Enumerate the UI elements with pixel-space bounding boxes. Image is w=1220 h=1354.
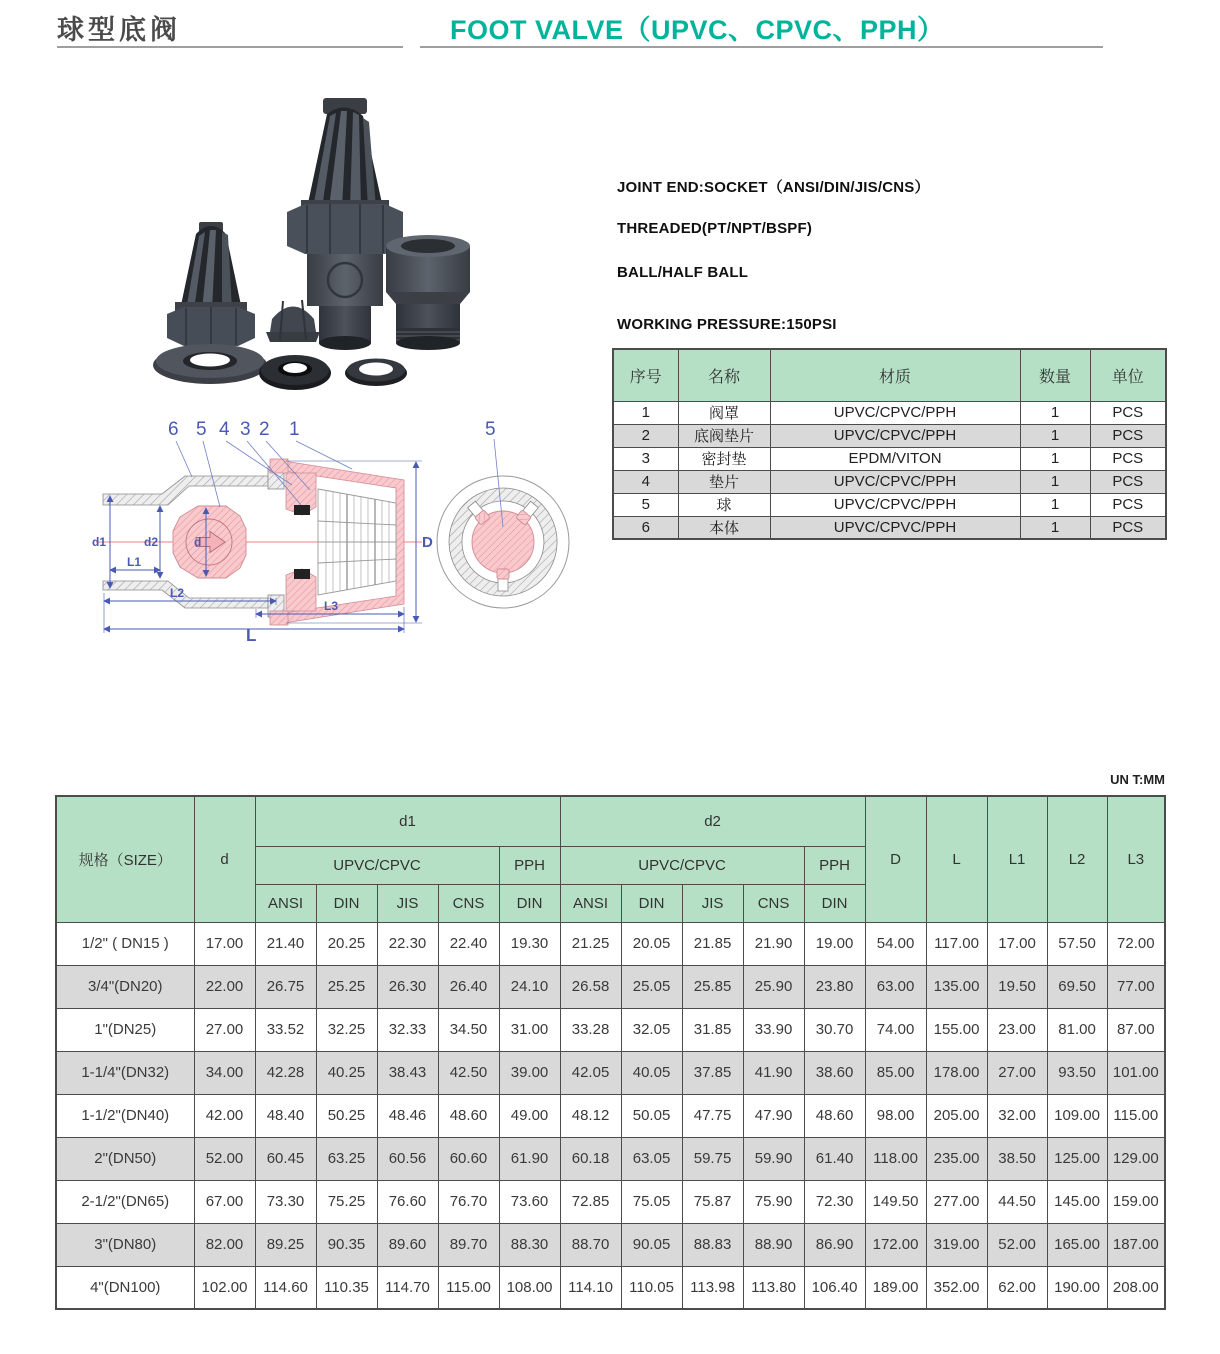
table-row [613, 493, 1166, 516]
dimension-cell: 73.30 [255, 1180, 316, 1223]
table-row [613, 447, 1166, 470]
parts-cell: 球 [678, 493, 770, 516]
unit-note: UN T:MM [1110, 772, 1165, 787]
dimension-cell: 115.00 [1107, 1094, 1165, 1137]
dimension-cell: 114.70 [377, 1266, 438, 1309]
dim-header-std: CNS [438, 884, 499, 922]
dimension-cell: 155.00 [926, 1008, 987, 1051]
dimension-cell: 145.00 [1047, 1180, 1107, 1223]
dim-label-d: d [194, 535, 202, 549]
dim-header-std: JIS [377, 884, 438, 922]
dimension-cell: 76.60 [377, 1180, 438, 1223]
dimension-cell: 114.60 [255, 1266, 316, 1309]
dimension-cell: 48.40 [255, 1094, 316, 1137]
table-row [56, 1051, 1165, 1094]
dimension-cell: 113.98 [682, 1266, 743, 1309]
dimension-cell: 101.00 [1107, 1051, 1165, 1094]
dimension-cell: 25.25 [316, 965, 377, 1008]
parts-cell: 1 [1020, 401, 1090, 424]
dimension-cell: 50.05 [621, 1094, 682, 1137]
dimension-cell: 33.52 [255, 1008, 316, 1051]
parts-cell: EPDM/VITON [770, 447, 1020, 470]
dimension-cell: 23.00 [987, 1008, 1047, 1051]
parts-header-unit: 单位 [1090, 349, 1166, 401]
dimension-cell: 21.40 [255, 922, 316, 965]
parts-cell: 5 [613, 493, 678, 516]
dimension-cell: 26.75 [255, 965, 316, 1008]
dimension-cell: 42.05 [560, 1051, 621, 1094]
dimension-cell: 19.00 [804, 922, 865, 965]
dimension-cell: 48.60 [438, 1094, 499, 1137]
dimension-cell: 63.25 [316, 1137, 377, 1180]
dim-header-std: ANSI [560, 884, 621, 922]
drawing-ball [173, 506, 246, 578]
dimension-cell: 40.05 [621, 1051, 682, 1094]
dimension-cell: 110.35 [316, 1266, 377, 1309]
dimension-cell: 77.00 [1107, 965, 1165, 1008]
dimension-cell: 109.00 [1047, 1094, 1107, 1137]
dimension-cell: 38.50 [987, 1137, 1047, 1180]
dimension-cell: 21.85 [682, 922, 743, 965]
dimension-cell: 75.90 [743, 1180, 804, 1223]
dim-header-row-1 [56, 796, 1165, 846]
parts-header-no: 序号 [613, 349, 678, 401]
dim-header-pph-1: PPH [499, 846, 560, 884]
parts-cell: PCS [1090, 401, 1166, 424]
table-row [56, 1137, 1165, 1180]
dim-header-std: DIN [804, 884, 865, 922]
dimension-cell: 41.90 [743, 1051, 804, 1094]
dimension-cell: 108.00 [499, 1266, 560, 1309]
dimension-cell: 67.00 [194, 1180, 255, 1223]
dimension-cell: 26.58 [560, 965, 621, 1008]
dimension-cell: 21.25 [560, 922, 621, 965]
dimension-cell: 54.00 [865, 922, 926, 965]
dimension-cell: 31.00 [499, 1008, 560, 1051]
dimension-cell: 352.00 [926, 1266, 987, 1309]
parts-table-body [613, 401, 1166, 539]
spec-threaded: THREADED(PT/NPT/BSPF) [617, 220, 813, 237]
photo-cap [266, 300, 320, 342]
dimension-cell: 72.30 [804, 1180, 865, 1223]
dimension-cell: 22.40 [438, 922, 499, 965]
dimension-cell: 1"(DN25) [56, 1008, 194, 1051]
dimension-cell: 118.00 [865, 1137, 926, 1180]
parts-cell: PCS [1090, 516, 1166, 539]
product-photo [80, 88, 560, 398]
table-row [56, 965, 1165, 1008]
dimension-cell: 89.25 [255, 1223, 316, 1266]
dim-label-L1: L1 [127, 555, 142, 569]
dimension-cell: 25.90 [743, 965, 804, 1008]
dimension-cell: 75.05 [621, 1180, 682, 1223]
dim-header-std: CNS [743, 884, 804, 922]
dimension-cell: 1/2" ( DN15 ) [56, 922, 194, 965]
dimension-cell: 1-1/2"(DN40) [56, 1094, 194, 1137]
dim-header-std: JIS [682, 884, 743, 922]
dimension-cell: 48.12 [560, 1094, 621, 1137]
table-row [613, 424, 1166, 447]
dimension-cell: 25.85 [682, 965, 743, 1008]
dimension-cell: 106.40 [804, 1266, 865, 1309]
dim-header-L: L [926, 796, 987, 922]
dimension-cell: 42.28 [255, 1051, 316, 1094]
dim-header-upvc-cpvc-2: UPVC/CPVC [560, 846, 804, 884]
dimension-cell: 113.80 [743, 1266, 804, 1309]
parts-cell: 2 [613, 424, 678, 447]
dim-header-d2: d2 [560, 796, 865, 846]
dimension-table [55, 795, 1166, 1310]
table-row [56, 1094, 1165, 1137]
dimension-cell: 22.30 [377, 922, 438, 965]
dimension-cell: 50.25 [316, 1094, 377, 1137]
dimension-cell: 72.00 [1107, 922, 1165, 965]
spec-ball: BALL/HALF BALL [617, 264, 749, 281]
parts-table-header-row [613, 349, 1166, 401]
spec-working-pressure: WORKING PRESSURE:150PSI [617, 316, 837, 333]
dimension-cell: 21.90 [743, 922, 804, 965]
dimension-cell: 129.00 [1107, 1137, 1165, 1180]
dimension-cell: 38.43 [377, 1051, 438, 1094]
parts-cell: UPVC/CPVC/PPH [770, 401, 1020, 424]
dimension-cell: 23.80 [804, 965, 865, 1008]
parts-cell: 1 [1020, 470, 1090, 493]
parts-cell: 1 [613, 401, 678, 424]
dimension-cell: 90.05 [621, 1223, 682, 1266]
dimension-cell: 74.00 [865, 1008, 926, 1051]
dimension-cell: 26.40 [438, 965, 499, 1008]
parts-table [612, 348, 1167, 540]
dimension-cell: 62.00 [987, 1266, 1047, 1309]
photo-small-strainer [153, 222, 267, 384]
header-divider-right [420, 46, 1103, 48]
dimension-cell: 52.00 [987, 1223, 1047, 1266]
dimension-cell: 159.00 [1107, 1180, 1165, 1223]
dimension-cell: 102.00 [194, 1266, 255, 1309]
dimension-cell: 48.60 [804, 1094, 865, 1137]
dimension-cell: 47.75 [682, 1094, 743, 1137]
dimension-cell: 34.50 [438, 1008, 499, 1051]
dimension-cell: 33.28 [560, 1008, 621, 1051]
dimension-cell: 49.00 [499, 1094, 560, 1137]
dimension-cell: 135.00 [926, 965, 987, 1008]
dim-header-L2: L2 [1047, 796, 1107, 922]
dimension-cell: 149.50 [865, 1180, 926, 1223]
dimension-cell: 88.30 [499, 1223, 560, 1266]
parts-cell: UPVC/CPVC/PPH [770, 424, 1020, 447]
dimension-cell: 85.00 [865, 1051, 926, 1094]
dimension-cell: 190.00 [1047, 1266, 1107, 1309]
dimension-cell: 22.00 [194, 965, 255, 1008]
dimension-cell: 60.18 [560, 1137, 621, 1180]
dimension-cell: 40.25 [316, 1051, 377, 1094]
dim-label-L3: L3 [324, 599, 339, 613]
dimension-cell: 117.00 [926, 922, 987, 965]
dim-header-pph-2: PPH [804, 846, 865, 884]
parts-cell: PCS [1090, 493, 1166, 516]
technical-drawing [70, 415, 610, 650]
dim-header-std: DIN [499, 884, 560, 922]
dimension-cell: 2"(DN50) [56, 1137, 194, 1180]
photo-socket-adapter [386, 235, 470, 350]
dimension-cell: 72.85 [560, 1180, 621, 1223]
dimension-cell: 277.00 [926, 1180, 987, 1223]
dimension-cell: 178.00 [926, 1051, 987, 1094]
table-row [613, 470, 1166, 493]
parts-cell: PCS [1090, 424, 1166, 447]
dim-header-L3: L3 [1107, 796, 1165, 922]
parts-cell: 1 [1020, 493, 1090, 516]
dimension-cell: 33.90 [743, 1008, 804, 1051]
page-title-english: FOOT VALVE（UPVC、CPVC、PPH） [450, 15, 945, 45]
dimension-cell: 2-1/2"(DN65) [56, 1180, 194, 1223]
dimension-cell: 19.50 [987, 965, 1047, 1008]
dimension-cell: 52.00 [194, 1137, 255, 1180]
table-row [56, 922, 1165, 965]
parts-header-qty: 数量 [1020, 349, 1090, 401]
parts-header-material: 材质 [770, 349, 1020, 401]
dimension-cell: 187.00 [1107, 1223, 1165, 1266]
photo-gasket-ring [345, 359, 407, 387]
parts-cell: 本体 [678, 516, 770, 539]
dimension-cell: 61.40 [804, 1137, 865, 1180]
dimension-cell: 82.00 [194, 1223, 255, 1266]
dim-label-D: D [422, 534, 433, 551]
table-row [613, 401, 1166, 424]
dim-label-L2: L2 [170, 586, 185, 600]
dimension-cell: 60.45 [255, 1137, 316, 1180]
dim-header-L1: L1 [987, 796, 1047, 922]
dimension-cell: 30.70 [804, 1008, 865, 1051]
dimension-cell: 27.00 [194, 1008, 255, 1051]
dimension-cell: 205.00 [926, 1094, 987, 1137]
dimension-cell: 98.00 [865, 1094, 926, 1137]
parts-cell: 垫片 [678, 470, 770, 493]
dimension-cell: 89.60 [377, 1223, 438, 1266]
callout-1: 1 [289, 419, 300, 440]
dimension-cell: 32.05 [621, 1008, 682, 1051]
dimension-cell: 319.00 [926, 1223, 987, 1266]
dimension-cell: 4"(DN100) [56, 1266, 194, 1309]
dim-header-std: DIN [621, 884, 682, 922]
dimension-cell: 37.85 [682, 1051, 743, 1094]
dimension-cell: 47.90 [743, 1094, 804, 1137]
parts-cell: UPVC/CPVC/PPH [770, 516, 1020, 539]
dimension-cell: 86.90 [804, 1223, 865, 1266]
dimension-cell: 25.05 [621, 965, 682, 1008]
dimension-cell: 24.10 [499, 965, 560, 1008]
dimension-cell: 32.00 [987, 1094, 1047, 1137]
dimension-cell: 1-1/4"(DN32) [56, 1051, 194, 1094]
table-row [56, 1008, 1165, 1051]
dimension-cell: 93.50 [1047, 1051, 1107, 1094]
dimension-cell: 20.05 [621, 922, 682, 965]
table-row [56, 1223, 1165, 1266]
callout-4: 4 [219, 419, 230, 440]
parts-cell: 底阀垫片 [678, 424, 770, 447]
dimension-cell: 61.90 [499, 1137, 560, 1180]
dimension-cell: 48.46 [377, 1094, 438, 1137]
dim-header-std: DIN [316, 884, 377, 922]
dimension-cell: 88.83 [682, 1223, 743, 1266]
dimension-cell: 32.25 [316, 1008, 377, 1051]
parts-cell: UPVC/CPVC/PPH [770, 470, 1020, 493]
dimension-cell: 60.56 [377, 1137, 438, 1180]
table-row [56, 1266, 1165, 1309]
dimension-cell: 34.00 [194, 1051, 255, 1094]
parts-cell: 1 [1020, 516, 1090, 539]
dimension-cell: 235.00 [926, 1137, 987, 1180]
dimension-cell: 60.60 [438, 1137, 499, 1180]
dimension-cell: 114.10 [560, 1266, 621, 1309]
dimension-table-body [56, 922, 1165, 1309]
dimension-cell: 26.30 [377, 965, 438, 1008]
dimension-cell: 165.00 [1047, 1223, 1107, 1266]
drawing-strainer [318, 489, 396, 595]
dimension-cell: 87.00 [1107, 1008, 1165, 1051]
dimension-cell: 75.25 [316, 1180, 377, 1223]
callout-2: 2 [259, 419, 270, 440]
dimension-cell: 88.90 [743, 1223, 804, 1266]
dimension-cell: 90.35 [316, 1223, 377, 1266]
drawing-end-view [437, 419, 569, 608]
dimension-cell: 20.25 [316, 922, 377, 965]
dimension-cell: 44.50 [987, 1180, 1047, 1223]
callout-5: 5 [196, 419, 207, 440]
dimension-cell: 89.70 [438, 1223, 499, 1266]
dim-label-L: L [246, 626, 257, 645]
photo-gasket-black [259, 355, 331, 390]
dimension-cell: 3"(DN80) [56, 1223, 194, 1266]
dimension-cell: 38.60 [804, 1051, 865, 1094]
dimension-cell: 3/4"(DN20) [56, 965, 194, 1008]
parts-cell: UPVC/CPVC/PPH [770, 493, 1020, 516]
dim-header-size: 规格（SIZE） [56, 796, 194, 922]
dim-label-d1: d1 [92, 535, 107, 549]
dimension-cell: 42.00 [194, 1094, 255, 1137]
dimension-cell: 208.00 [1107, 1266, 1165, 1309]
dimension-cell: 32.33 [377, 1008, 438, 1051]
parts-cell: PCS [1090, 447, 1166, 470]
table-row [613, 516, 1166, 539]
parts-header-name: 名称 [678, 349, 770, 401]
header-divider-left [57, 46, 403, 48]
parts-cell: 密封垫 [678, 447, 770, 470]
parts-cell: PCS [1090, 470, 1166, 493]
dimension-cell: 59.75 [682, 1137, 743, 1180]
dimension-cell: 110.05 [621, 1266, 682, 1309]
end-view-callout-5: 5 [485, 419, 496, 440]
callout-6: 6 [168, 419, 179, 440]
dim-header-d: d [194, 796, 255, 922]
parts-cell: 1 [1020, 424, 1090, 447]
dimension-cell: 172.00 [865, 1223, 926, 1266]
callout-3: 3 [240, 419, 251, 440]
dimension-cell: 125.00 [1047, 1137, 1107, 1180]
dimension-cell: 63.05 [621, 1137, 682, 1180]
dim-header-upvc-cpvc-1: UPVC/CPVC [255, 846, 499, 884]
dimension-cell: 17.00 [987, 922, 1047, 965]
dimension-cell: 69.50 [1047, 965, 1107, 1008]
dimension-cell: 17.00 [194, 922, 255, 965]
dim-label-d2: d2 [144, 535, 159, 549]
dimension-cell: 75.87 [682, 1180, 743, 1223]
dimension-cell: 42.50 [438, 1051, 499, 1094]
parts-cell: 3 [613, 447, 678, 470]
parts-cell: 6 [613, 516, 678, 539]
page-title-chinese: 球型底阀 [57, 15, 181, 45]
dimension-cell: 73.60 [499, 1180, 560, 1223]
spec-joint-end: JOINT END:SOCKET（ANSI/DIN/JIS/CNS） [617, 179, 930, 196]
parts-cell: 阀罩 [678, 401, 770, 424]
dim-header-D: D [865, 796, 926, 922]
dimension-cell: 19.30 [499, 922, 560, 965]
dimension-cell: 115.00 [438, 1266, 499, 1309]
dimension-cell: 88.70 [560, 1223, 621, 1266]
dimension-cell: 57.50 [1047, 922, 1107, 965]
parts-cell: 1 [1020, 447, 1090, 470]
dimension-cell: 63.00 [865, 965, 926, 1008]
dimension-cell: 81.00 [1047, 1008, 1107, 1051]
parts-cell: 4 [613, 470, 678, 493]
dimension-cell: 31.85 [682, 1008, 743, 1051]
dimension-cell: 39.00 [499, 1051, 560, 1094]
dim-header-std: ANSI [255, 884, 316, 922]
dimension-cell: 27.00 [987, 1051, 1047, 1094]
dimension-cell: 189.00 [865, 1266, 926, 1309]
dimension-cell: 59.90 [743, 1137, 804, 1180]
table-row [56, 1180, 1165, 1223]
dim-header-d1: d1 [255, 796, 560, 846]
dimension-cell: 76.70 [438, 1180, 499, 1223]
